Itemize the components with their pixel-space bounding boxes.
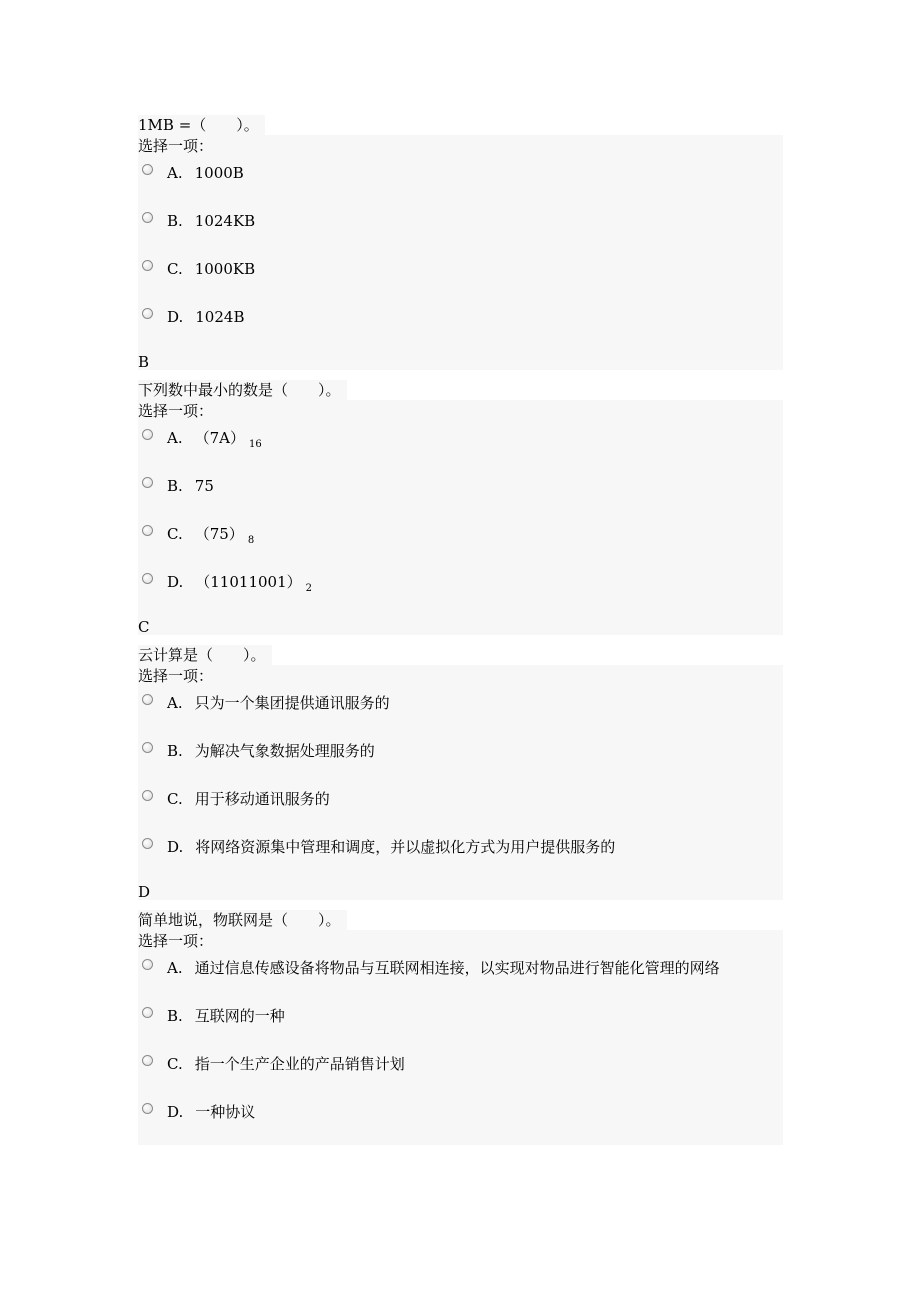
- option-c[interactable]: [138, 784, 783, 832]
- radio-button-icon[interactable]: [142, 308, 153, 319]
- option-letter: A.: [167, 164, 183, 182]
- choose-one-prompt: 选择一项：: [138, 932, 214, 950]
- option-text: （7A）: [194, 429, 245, 447]
- option-b[interactable]: [138, 1001, 783, 1049]
- option-b[interactable]: [138, 471, 783, 519]
- option-a[interactable]: [138, 158, 783, 206]
- number-base-subscript: 16: [249, 439, 262, 450]
- question-stem: 云计算是（ ）。: [138, 645, 272, 665]
- option-a[interactable]: [138, 953, 783, 1001]
- radio-button-icon[interactable]: [142, 164, 153, 175]
- radio-button-icon[interactable]: [142, 1103, 153, 1114]
- radio-button-icon[interactable]: [142, 1055, 153, 1066]
- option-text: （11011001）: [195, 573, 302, 591]
- question-stem: 简单地说，物联网是（ ）。: [138, 910, 347, 930]
- option-b[interactable]: [138, 736, 783, 784]
- option-a[interactable]: [138, 423, 783, 471]
- radio-button-icon[interactable]: [142, 959, 153, 970]
- option-c[interactable]: [138, 254, 783, 302]
- option-text: 用于移动通讯服务的: [194, 790, 330, 808]
- option-letter: B.: [167, 742, 183, 760]
- radio-button-icon[interactable]: [142, 742, 153, 753]
- choose-one-prompt: 选择一项：: [138, 137, 214, 155]
- option-letter: C.: [167, 790, 183, 808]
- question-stem: 下列数中最小的数是（ ）。: [138, 380, 347, 400]
- option-letter: A.: [167, 694, 183, 712]
- option-text: 1024B: [195, 308, 245, 326]
- question-4: [138, 910, 783, 1145]
- radio-button-icon[interactable]: [142, 694, 153, 705]
- answer-key: B: [138, 353, 150, 371]
- option-letter: C.: [167, 1055, 183, 1073]
- option-letter: B.: [167, 1007, 183, 1025]
- option-letter: B.: [167, 212, 183, 230]
- radio-button-icon[interactable]: [142, 838, 153, 849]
- option-letter: B.: [167, 477, 183, 495]
- number-base-subscript: 8: [247, 535, 255, 546]
- answer-panel: [138, 930, 783, 1145]
- question-3: [138, 645, 783, 900]
- option-letter: C.: [167, 260, 183, 278]
- option-letter: A.: [167, 959, 183, 977]
- radio-button-icon[interactable]: [142, 429, 153, 440]
- option-d[interactable]: [138, 302, 783, 350]
- option-text: 通过信息传感设备将物品与互联网相连接，以实现对物品进行智能化管理的网络: [194, 959, 720, 977]
- option-text: 指一个生产企业的产品销售计划: [194, 1055, 405, 1073]
- answer-panel: [138, 400, 783, 635]
- option-text: （75）: [194, 525, 244, 543]
- radio-button-icon[interactable]: [142, 212, 153, 223]
- choose-one-prompt: 选择一项：: [138, 402, 214, 420]
- radio-button-icon[interactable]: [142, 573, 153, 584]
- option-d[interactable]: [138, 832, 783, 880]
- option-d[interactable]: [138, 1097, 783, 1145]
- answer-panel: [138, 665, 783, 900]
- option-letter: D.: [167, 1103, 184, 1121]
- option-letter: D.: [167, 838, 184, 856]
- question-stem: 1MB =（ ）。: [138, 115, 265, 135]
- answer-panel: [138, 135, 783, 370]
- option-letter: D.: [167, 308, 184, 326]
- number-base-subscript: 2: [305, 583, 312, 594]
- option-text: 互联网的一种: [194, 1007, 285, 1025]
- question-2: [138, 380, 783, 635]
- option-text: 为解决气象数据处理服务的: [194, 742, 375, 760]
- option-d[interactable]: [138, 567, 783, 615]
- option-text: 75: [194, 477, 214, 495]
- option-letter: C.: [167, 525, 183, 543]
- option-text: 1000B: [194, 164, 244, 182]
- answer-key: D: [138, 883, 151, 901]
- radio-button-icon[interactable]: [142, 525, 153, 536]
- answer-key: C: [138, 618, 150, 636]
- option-text: 将网络资源集中管理和调度，并以虚拟化方式为用户提供服务的: [195, 838, 616, 856]
- option-letter: D.: [167, 573, 184, 591]
- option-b[interactable]: [138, 206, 783, 254]
- radio-button-icon[interactable]: [142, 790, 153, 801]
- radio-button-icon[interactable]: [142, 260, 153, 271]
- option-c[interactable]: [138, 1049, 783, 1097]
- question-1: [138, 115, 783, 370]
- option-text: 一种协议: [195, 1103, 256, 1121]
- option-letter: A.: [167, 429, 183, 447]
- option-c[interactable]: [138, 519, 783, 567]
- option-text: 1000KB: [194, 260, 256, 278]
- option-text: 1024KB: [194, 212, 256, 230]
- radio-button-icon[interactable]: [142, 1007, 153, 1018]
- option-a[interactable]: [138, 688, 783, 736]
- radio-button-icon[interactable]: [142, 477, 153, 488]
- choose-one-prompt: 选择一项：: [138, 667, 214, 685]
- option-text: 只为一个集团提供通讯服务的: [194, 694, 390, 712]
